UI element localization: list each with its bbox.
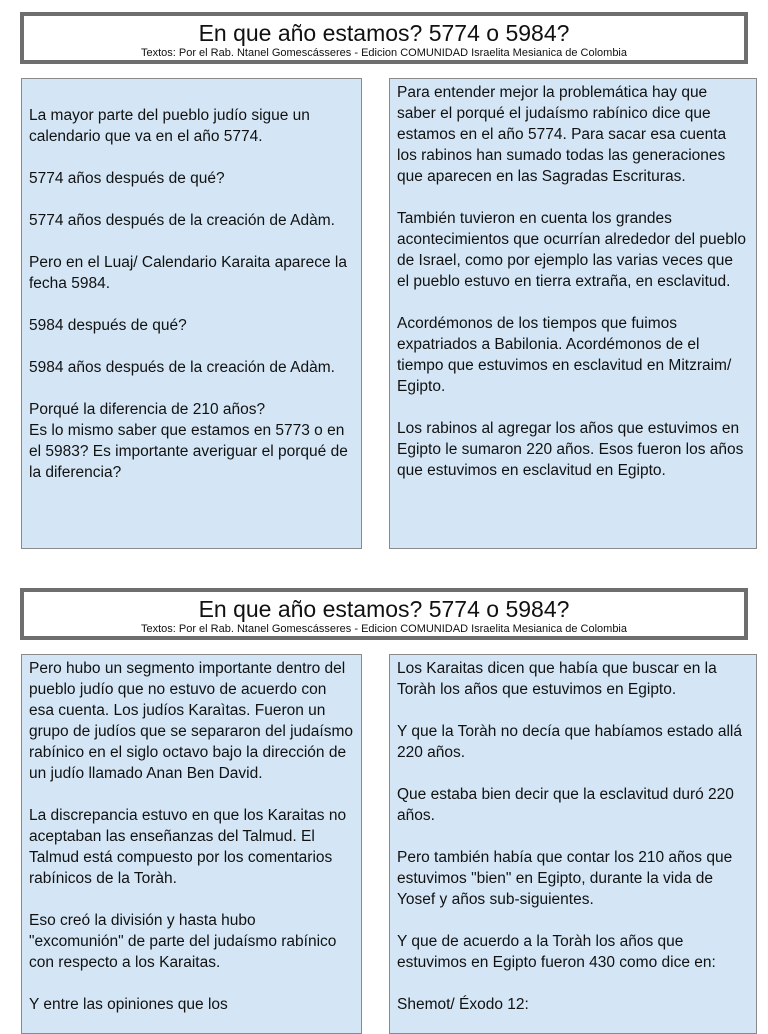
paragraph: También tuvieron en cuenta los grandes acontecimientos que ocurrían alrededor del pueblo de Israel, como por ejemplo las varias veces que el pueblo estuvo en tierra extraña, en esclavitud. — [397, 210, 746, 290]
section-1-header — [20, 12, 748, 64]
paragraph: Que estaba bien decir que la esclavitud duró 220 años. — [397, 786, 734, 824]
section-2-title: En que año estamos? 5774 o 5984? — [198, 596, 570, 622]
paragraph: Los Karaitas dicen que había que buscar en la Toràh los años que estuvimos en Egipto. — [397, 660, 717, 698]
paragraph: 5984 después de qué? — [29, 317, 187, 334]
paragraph: 5984 años después de la creación de Adàm. — [29, 359, 335, 376]
paragraph: 5774 años después de la creación de Adàm. — [29, 212, 335, 229]
section-2-subtitle: Textos: Por el Rab. Ntanel Gomescásseres - Edicion COMUNIDAD Israelita Mesianica de Colombia — [140, 623, 627, 635]
section-1-right-panel — [389, 78, 757, 549]
paragraph: 5774 años después de qué? — [29, 170, 225, 187]
section-2-right-panel — [389, 654, 757, 1034]
section-2-left-panel — [21, 654, 362, 1034]
paragraph: Eso creó la división y hasta hubo "excomunión" de parte del judaísmo rabínico con respecto a los Karaitas. — [29, 912, 337, 971]
paragraph: Para entender mejor la problemática hay que saber el porqué el judaísmo rabínico dice que estamos en el año 5774. Para sacar esa cuenta los rabinos han sumado todas las generaciones que aparecen en las Sagradas Escrituras. — [397, 84, 727, 185]
paragraph: Pero en el Luaj/ Calendario Karaita aparece la fecha 5984. — [29, 254, 347, 292]
paragraph: Y que de acuerdo a la Toràh los años que estuvimos en Egipto fueron 430 como dice en: — [397, 933, 716, 971]
paragraph: La discrepancia estuvo en que los Karaitas no aceptaban las enseñanzas del Talmud. El Talmud está compuesto por los comentarios rabínicos de la Toràh. — [29, 807, 347, 887]
paragraph: Y entre las opiniones que los — [29, 996, 228, 1013]
paragraph: Pero hubo un segmento importante dentro del pueblo judío que no estuvo de acuerdo con esa cuenta. Los judíos Karaìtas. Fueron un grupo de judíos que se separaron del judaísmo rabínico en el siglo octavo bajo la dirección de un judío llamado Anan Ben David. — [29, 660, 353, 782]
section-1-title: En que año estamos? 5774 o 5984? — [198, 20, 570, 46]
section-1-subtitle: Textos: Por el Rab. Ntanel Gomescásseres - Edicion COMUNIDAD Israelita Mesianica de Colombia — [140, 47, 627, 59]
paragraph: Acordémonos de los tiempos que fuimos expatriados a Babilonia. Acordémonos de el tiempo que estuvimos en esclavitud en Mitzraim/ Egipto. — [397, 315, 732, 395]
paragraph: Los rabinos al agregar los años que estuvimos en Egipto le sumaron 220 años. Esos fueron los años que estuvimos en esclavitud en Egipto. — [397, 420, 744, 479]
paragraph: Pero también había que contar los 210 años que estuvimos "bien" en Egipto, durante la vida de Yosef y años sub-siguientes. — [397, 849, 733, 908]
paragraph: Shemot/ Éxodo 12: — [397, 996, 529, 1013]
paragraph: Y que la Toràh no decía que habíamos estado allá 220 años. — [397, 723, 742, 761]
paragraph: La mayor parte del pueblo judío sigue un calendario que va en el año 5774. — [29, 107, 310, 145]
section-2-header — [20, 588, 748, 640]
section-1-left-panel — [21, 78, 362, 549]
paragraph: Porqué la diferencia de 210 años? Es lo mismo saber que estamos en 5773 o en el 5983? Es importante averiguar el porqué de la diferencia? — [29, 401, 348, 481]
